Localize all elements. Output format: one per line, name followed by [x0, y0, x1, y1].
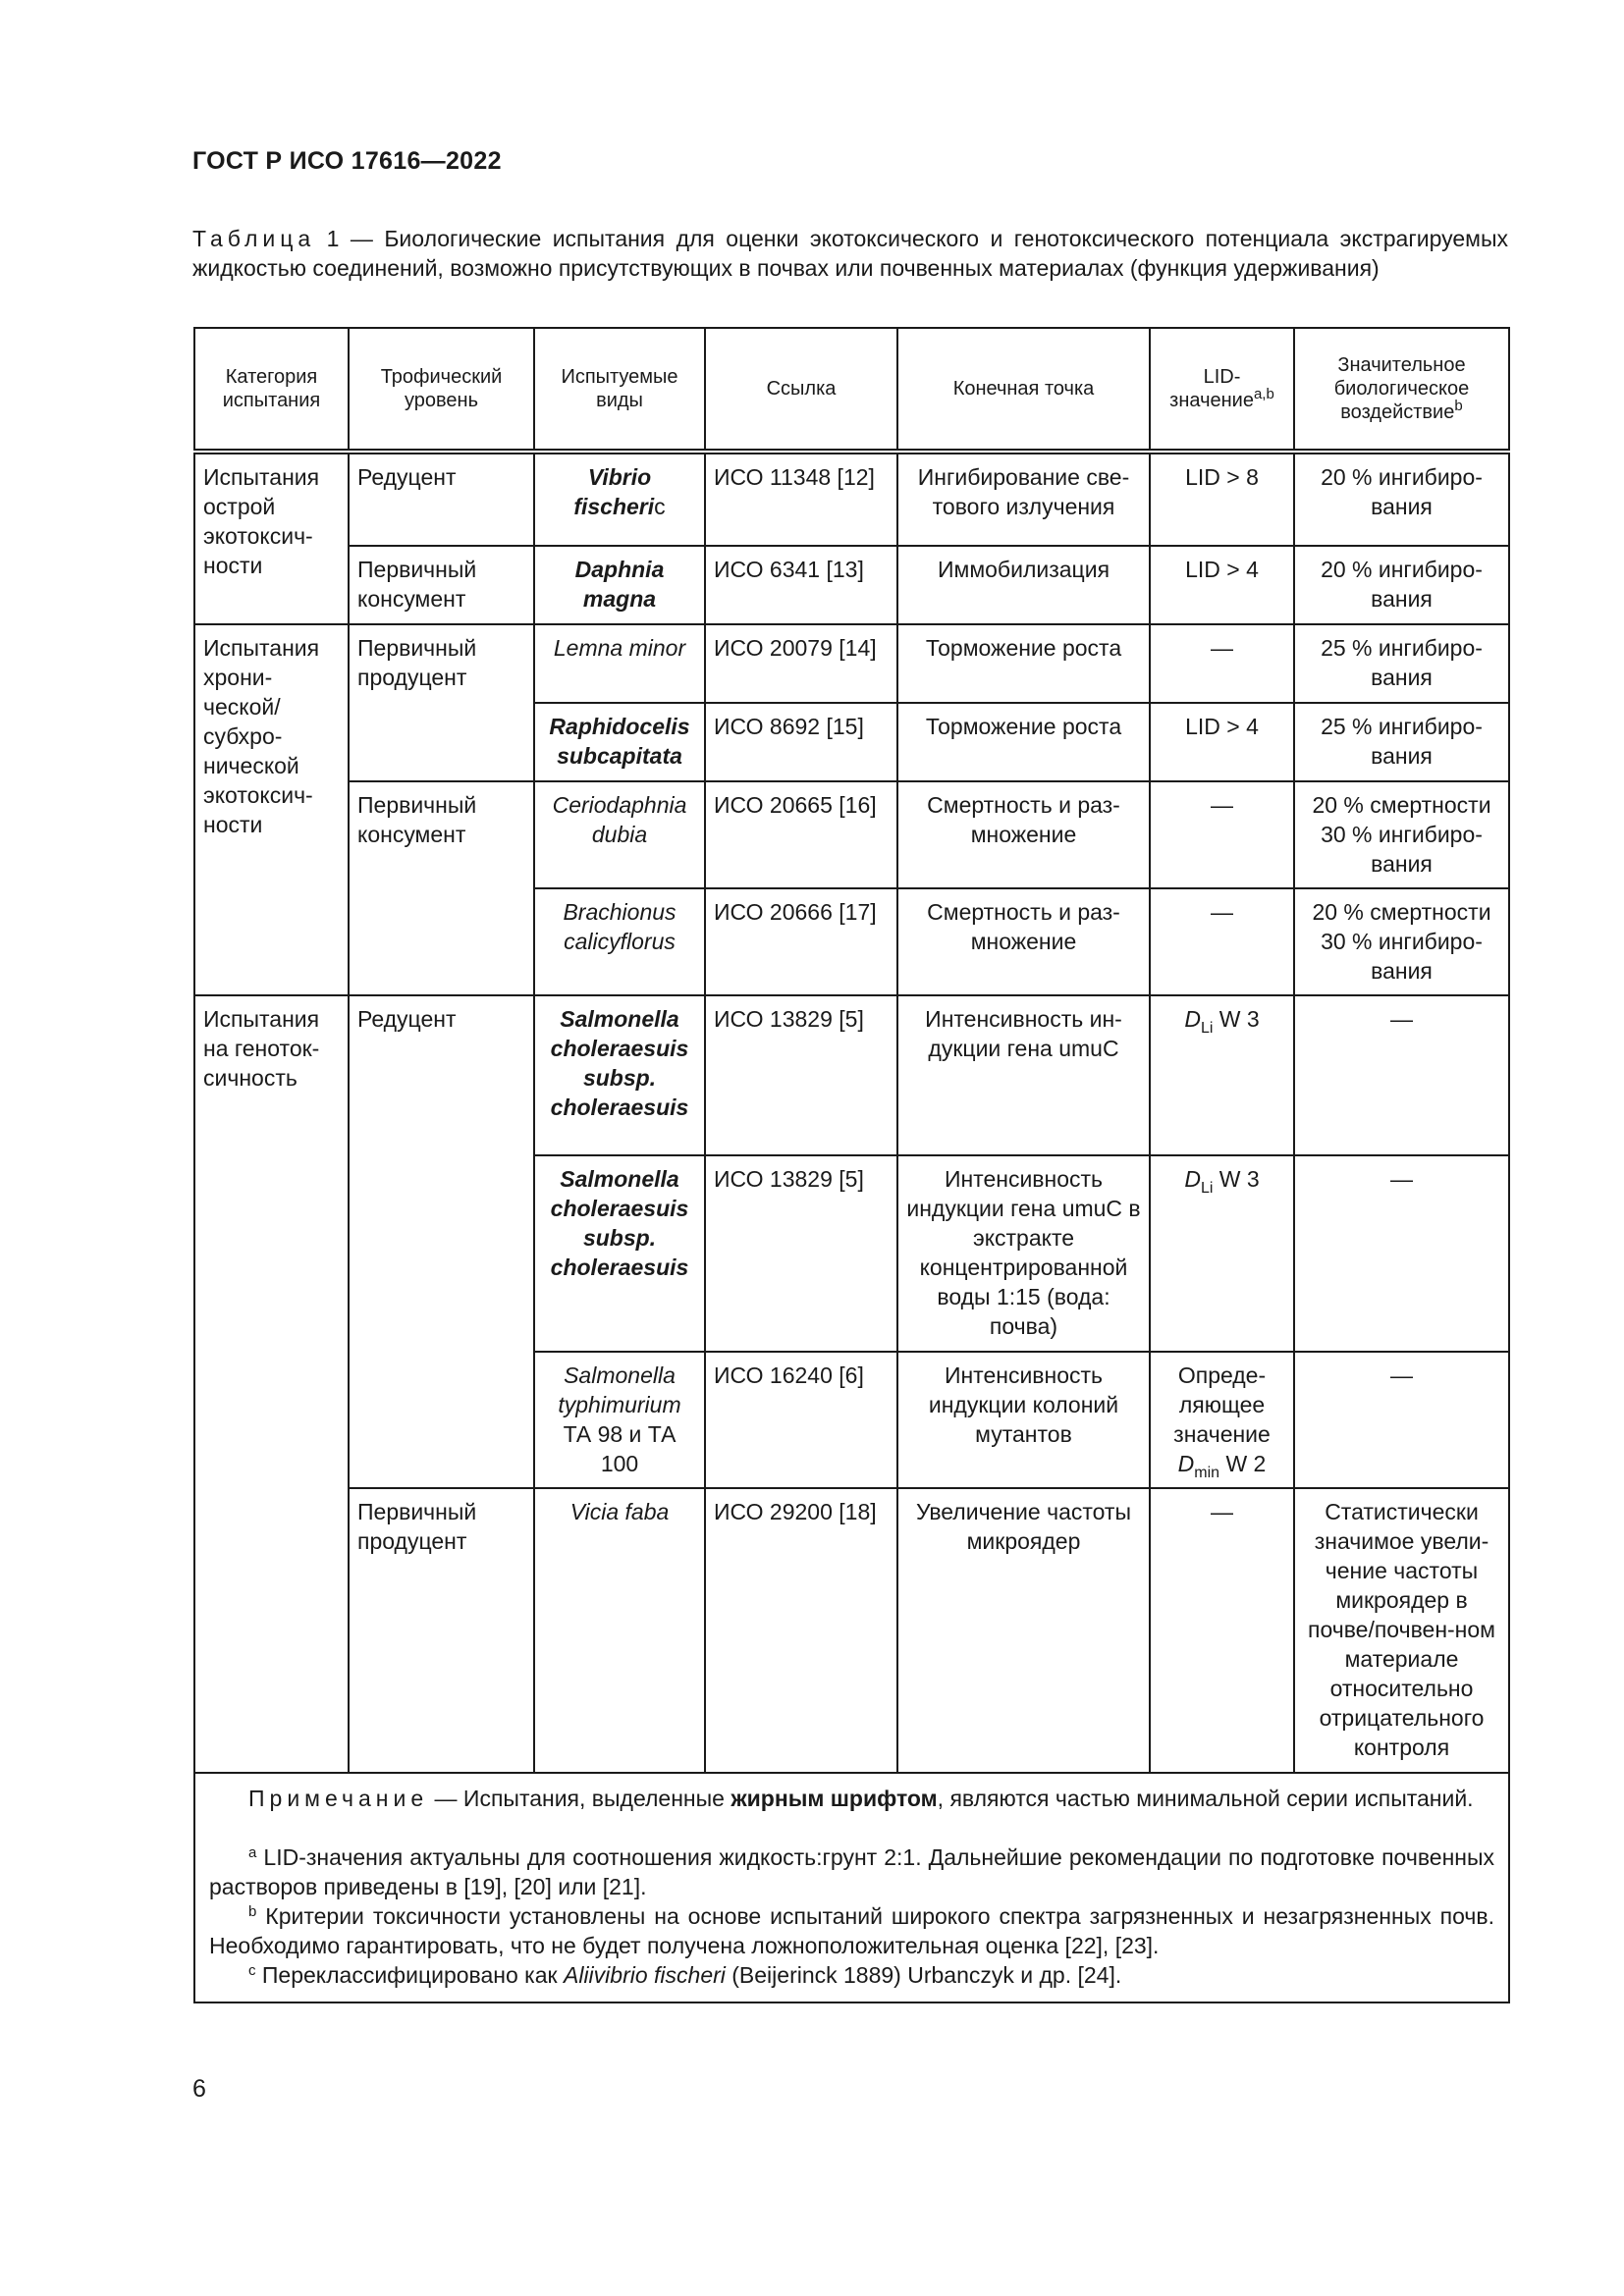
cell-reference: ИСО 20666 [17]: [705, 888, 897, 995]
cell-species: Raphidocelis subcapitata: [534, 703, 705, 781]
col-header-effect: Значительное биологическое воздействие$^b$: [1294, 328, 1509, 452]
cell-category: Испытания острой экотоксич-ности: [194, 452, 349, 624]
cell-reference: ИСО 6341 [13]: [705, 546, 897, 624]
cell-species: Brachionus calicyflorus: [534, 888, 705, 995]
caption-label: Таблица: [192, 226, 316, 251]
cell-effect: —: [1294, 1352, 1509, 1488]
footnote-a: $^a$ LID-значения актуальны для соотношения жидкость:грунт 2:1. Дальнейшие рекомендации по подготовке почвенных растворов приведены в [19], [20] или [21].: [209, 1844, 1495, 1899]
cell-endpoint: Смертность и раз-множение: [897, 781, 1150, 888]
table-row: [194, 624, 1509, 703]
col-header-trophic-level: Трофический уровень: [349, 328, 534, 452]
table-row: [194, 1488, 1509, 1773]
footnote-b: $^b$ Критерии токсичности установлены на основе испытаний широкого спектра загрязненных и незагрязненных почв. Необходимо гарантировать, что не будет получена ложноположительная оценка [22], [23].: [209, 1903, 1495, 1958]
cell-species: Salmonella typhimurium ТА 98 и ТА 100: [534, 1352, 705, 1488]
cell-species: Salmonella choleraesuis subsp. choleraesuis: [534, 995, 705, 1155]
cell-level: Первичный продуцент: [349, 624, 534, 781]
cell-lid: LID > 4: [1150, 703, 1294, 781]
cell-lid: —: [1150, 1488, 1294, 1773]
cell-effect: Статистически значимое увели-чение частоты микроядер в почве/почвен-ном материале относительно отрицательного контроля: [1294, 1488, 1509, 1773]
cell-level: Первичный продуцент: [349, 1488, 534, 1773]
cell-lid: LID > 8: [1150, 452, 1294, 546]
cell-species: Daphnia magna: [534, 546, 705, 624]
cell-reference: ИСО 13829 [5]: [705, 995, 897, 1155]
cell-level: Первичный консумент: [349, 546, 534, 624]
cell-species: Ceriodaphnia dubia: [534, 781, 705, 888]
cell-lid: —: [1150, 888, 1294, 995]
cell-endpoint: Ингибирование све-тового излучения: [897, 452, 1150, 546]
cell-reference: ИСО 8692 [15]: [705, 703, 897, 781]
cell-category: Испытания на геноток-сичность: [194, 995, 349, 1773]
cell-effect: 20 % смертности 30 % ингибиро-вания: [1294, 781, 1509, 888]
cell-endpoint: Интенсивность индукции гена umuC в экстракте концентрированной воды 1:15 (вода: почва): [897, 1155, 1150, 1352]
cell-effect: 20 % ингибиро-вания: [1294, 546, 1509, 624]
cell-endpoint: Увеличение частоты микроядер: [897, 1488, 1150, 1773]
cell-endpoint: Торможение роста: [897, 703, 1150, 781]
cell-endpoint: Иммобилизация: [897, 546, 1150, 624]
table-note: Примечание — Испытания, выделенные жирным шрифтом, являются частью минимальной серии испытаний.: [248, 1786, 1474, 1811]
cell-lid: $D_{Li}$ W 3: [1150, 1155, 1294, 1352]
col-header-species: Испытуемые виды: [534, 328, 705, 452]
cell-effect: 20 % смертности 30 % ингибиро-вания: [1294, 888, 1509, 995]
table-notes: [194, 1773, 1509, 2002]
cell-effect: —: [1294, 1155, 1509, 1352]
col-header-category: Категория испытания: [194, 328, 349, 452]
table-header-row: [194, 328, 1509, 452]
col-header-lid: LID-значение$^{a,b}$: [1150, 328, 1294, 452]
cell-reference: ИСО 20079 [14]: [705, 624, 897, 703]
cell-endpoint: Интенсивность ин-дукции гена umuC: [897, 995, 1150, 1155]
caption-text: — Биологические испытания для оценки экотоксического и генотоксического потенциала экстрагируемых жидкостью соединений, возможно присутствующих в почвах или почвенных материалах (функция удерживания): [192, 226, 1508, 281]
cell-effect: 25 % ингибиро-вания: [1294, 624, 1509, 703]
bio-tests-table: [193, 327, 1510, 2003]
cell-endpoint: Торможение роста: [897, 624, 1150, 703]
cell-effect: —: [1294, 995, 1509, 1155]
cell-level: Редуцент: [349, 995, 534, 1488]
cell-effect: 25 % ингибиро-вания: [1294, 703, 1509, 781]
cell-species: Lemna minor: [534, 624, 705, 703]
cell-lid: Опреде-ляющее значение $D_{min}$ W 2: [1150, 1352, 1294, 1488]
cell-level: Первичный консумент: [349, 781, 534, 995]
col-header-endpoint: Конечная точка: [897, 328, 1150, 452]
table-notes-row: [194, 1773, 1509, 2002]
cell-species: Vibrio fischeric: [534, 452, 705, 546]
cell-reference: ИСО 16240 [6]: [705, 1352, 897, 1488]
document-header: ГОСТ Р ИСО 17616—2022: [192, 147, 502, 175]
table-row: [194, 546, 1509, 624]
cell-endpoint: Смертность и раз-множение: [897, 888, 1150, 995]
cell-lid: $D_{Li}$ W 3: [1150, 995, 1294, 1155]
cell-lid: —: [1150, 624, 1294, 703]
cell-category: Испытания хрони-ческой/ субхро-нической экотоксич-ности: [194, 624, 349, 995]
cell-lid: —: [1150, 781, 1294, 888]
cell-reference: ИСО 13829 [5]: [705, 1155, 897, 1352]
caption-number: 1: [326, 226, 340, 251]
table-row: [194, 452, 1509, 546]
cell-species: Vicia faba: [534, 1488, 705, 1773]
cell-effect: 20 % ингибиро-вания: [1294, 452, 1509, 546]
cell-reference: ИСО 11348 [12]: [705, 452, 897, 546]
cell-lid: LID > 4: [1150, 546, 1294, 624]
cell-reference: ИСО 29200 [18]: [705, 1488, 897, 1773]
table-row: [194, 781, 1509, 888]
footnote-c: $^c$ Переклассифицировано как Aliivibrio fischeri (Beijerinck 1889) Urbanczyk и др. [24].: [248, 1962, 1122, 1988]
cell-reference: ИСО 20665 [16]: [705, 781, 897, 888]
table-row: [194, 995, 1509, 1155]
page-number: 6: [192, 2075, 206, 2103]
col-header-reference: Ссылка: [705, 328, 897, 452]
table-caption: [192, 224, 1508, 283]
cell-level: Редуцент: [349, 452, 534, 546]
cell-endpoint: Интенсивность индукции колоний мутантов: [897, 1352, 1150, 1488]
cell-species: Salmonella choleraesuis subsp. choleraesuis: [534, 1155, 705, 1352]
